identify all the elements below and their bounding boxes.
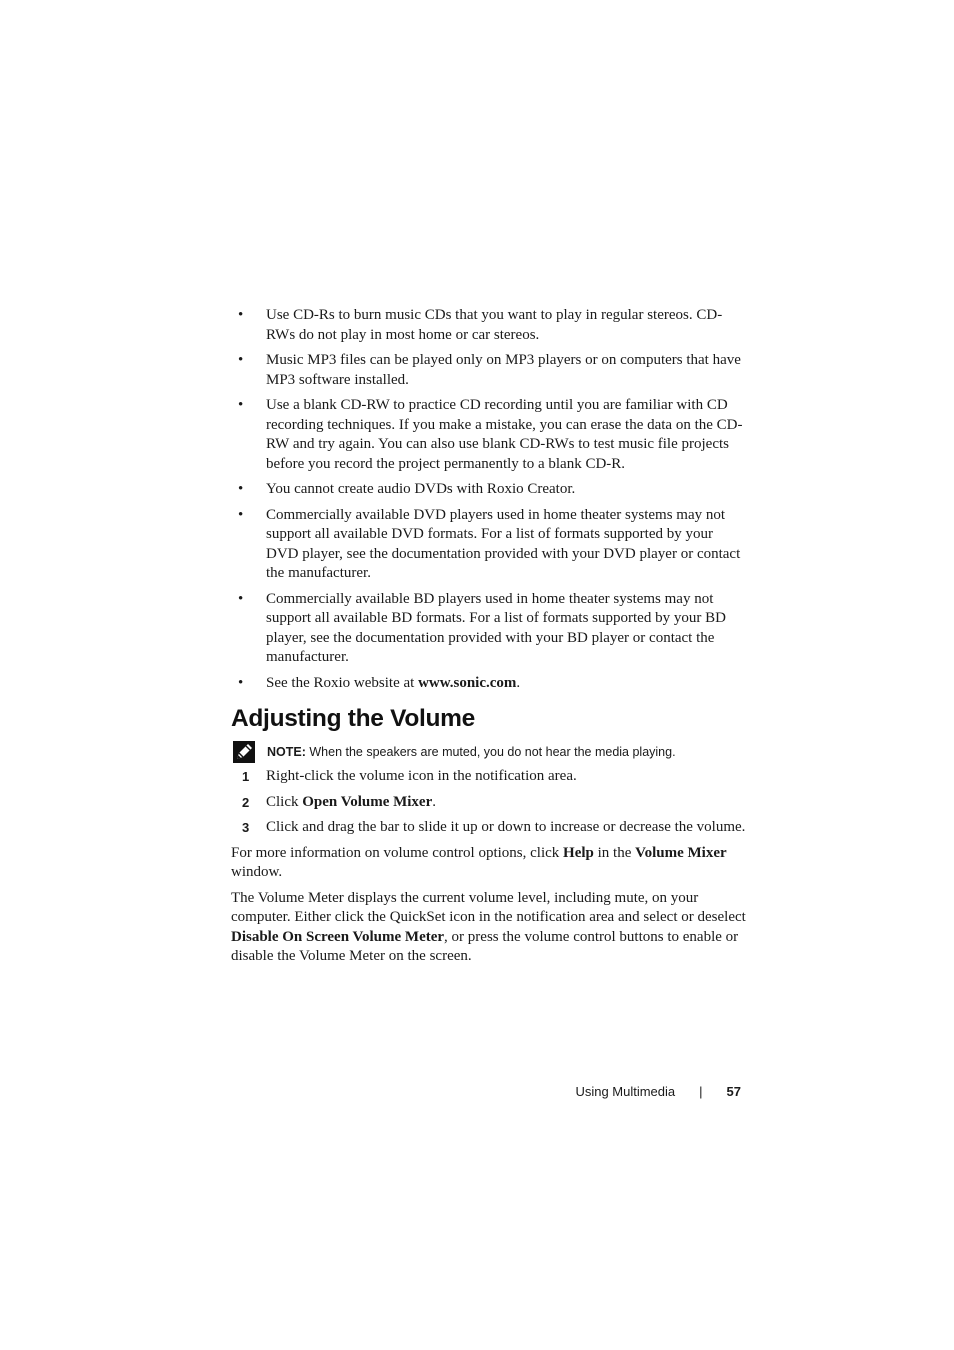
text-run: For more information on volume control options, click bbox=[231, 844, 564, 861]
pencil-note-icon bbox=[233, 741, 255, 763]
text-run: , or press the volume control buttons to enable or disable the Volume Meter on the screen. bbox=[231, 928, 739, 964]
text-run: The Volume Meter displays the current volume level, including mute, on your computer. Either click the QuickSet icon in the notification area and select or deselect bbox=[231, 889, 746, 925]
list-item-text: Commercially available BD players used in home theater systems may not support all available BD formats. For a list of formats supported by your BD player, see the documentation provided with your BD player or contact the manufacturer. bbox=[266, 590, 726, 665]
text-run: window. bbox=[231, 864, 283, 880]
step-bold: Open Volume Mixer bbox=[302, 793, 433, 810]
list-item bbox=[231, 306, 746, 345]
text-run: in the bbox=[593, 844, 636, 861]
bullet-glyph: • bbox=[238, 590, 244, 607]
website-link[interactable]: www.sonic.com bbox=[418, 674, 517, 691]
page-footer bbox=[575, 1084, 741, 1099]
step-text: Click and drag the bar to slide it up or down to increase or decrease the volume. bbox=[266, 819, 746, 835]
bullet-glyph: • bbox=[238, 397, 244, 413]
bullet-glyph: • bbox=[238, 506, 244, 523]
step-item bbox=[231, 818, 746, 838]
step-text: Click bbox=[266, 793, 303, 810]
list-item-text: Use CD-Rs to burn music CDs that you want to play in regular stereos. CD-RWs do not play in most home or car stereos. bbox=[266, 307, 723, 343]
list-item bbox=[231, 590, 746, 668]
list-item bbox=[231, 506, 746, 584]
list-item-text: Commercially available DVD players used in home theater systems may not support all available DVD formats. For a list of formats supported by your DVD player, see the documentation provided with your DVD player or contact the manufacturer. bbox=[266, 506, 741, 581]
steps-list bbox=[231, 767, 746, 838]
volume-mixer-term: Volume Mixer bbox=[635, 844, 727, 861]
list-item-text-end: . bbox=[516, 674, 521, 691]
list-item bbox=[231, 674, 746, 694]
list-item bbox=[231, 396, 746, 474]
help-term: Help bbox=[563, 844, 594, 861]
paragraph-help bbox=[231, 844, 746, 883]
tips-list bbox=[231, 306, 746, 693]
list-item-text: You cannot create audio DVDs with Roxio Creator. bbox=[266, 481, 576, 497]
note-text: When the speakers are muted, you do not hear the media playing. bbox=[305, 745, 676, 759]
section-heading: Adjusting the Volume bbox=[231, 705, 475, 732]
bullet-glyph: • bbox=[238, 481, 244, 497]
step-number: 1 bbox=[242, 769, 250, 784]
note-label: NOTE: bbox=[267, 745, 306, 759]
list-item bbox=[231, 351, 746, 390]
page-content bbox=[231, 306, 746, 973]
step-number: 2 bbox=[242, 794, 250, 810]
list-item-text: Use a blank CD-RW to practice CD recording until you are familiar with CD recording techniques. If you make a mistake, you can erase the data on the CD-RW and try again. You can also use blank CD-RWs to test music file projects before you record the project permanently to a blank CD-R. bbox=[266, 397, 743, 472]
step-text: Right-click the volume icon in the notification area. bbox=[266, 768, 577, 784]
list-item-text: Music MP3 files can be played only on MP3 players or on computers that have MP3 software installed. bbox=[266, 352, 741, 388]
bullet-glyph: • bbox=[238, 674, 244, 691]
note-box bbox=[231, 743, 746, 761]
list-item bbox=[231, 480, 746, 500]
paragraph-volume-meter bbox=[231, 889, 746, 967]
page-number: 57 bbox=[726, 1084, 741, 1099]
step-text-end: . bbox=[432, 793, 436, 810]
footer-section-title: Using Multimedia bbox=[575, 1084, 676, 1099]
disable-meter-term: Disable On Screen Volume Meter bbox=[231, 928, 445, 945]
footer-separator: | bbox=[699, 1084, 703, 1099]
step-number: 3 bbox=[242, 820, 250, 835]
step-item bbox=[231, 767, 746, 787]
list-item-text: See the Roxio website at bbox=[266, 674, 419, 691]
bullet-glyph: • bbox=[238, 352, 244, 368]
step-item bbox=[231, 793, 746, 813]
bullet-glyph: • bbox=[238, 307, 244, 323]
